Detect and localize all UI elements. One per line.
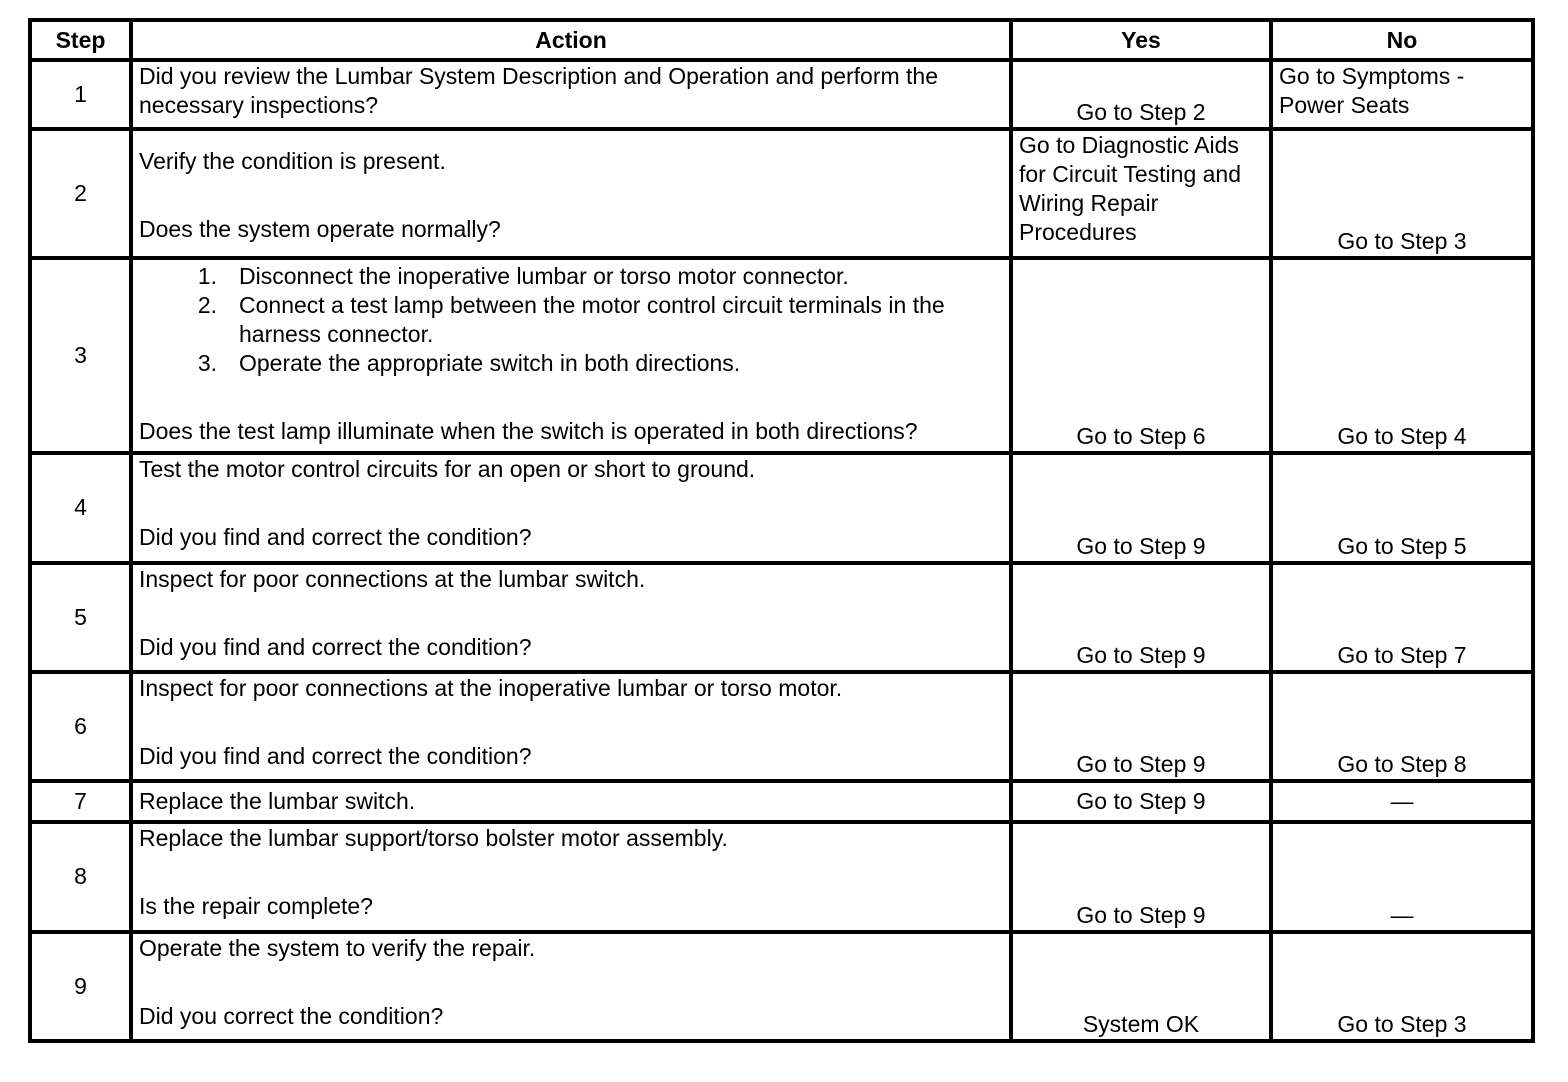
action-text: Did you review the Lumbar System Description and Operation and perform the necessary inspections? — [139, 63, 939, 118]
list-item — [139, 262, 1003, 291]
yes-cell: Go to Step 9 — [1011, 781, 1271, 822]
action-text: Replace the lumbar switch. — [139, 788, 416, 815]
list-item-number: 3. — [197, 349, 217, 376]
action-cell — [131, 672, 1011, 781]
no-cell: Go to Step 7 — [1271, 563, 1533, 672]
table-row — [30, 672, 1533, 781]
step-number: 7 — [30, 781, 131, 822]
step-number: 1 — [30, 60, 131, 129]
yes-cell: Go to Step 9 — [1011, 822, 1271, 931]
diagnostic-table — [28, 18, 1535, 1043]
header-action: Action — [131, 20, 1011, 60]
step-number: 8 — [30, 822, 131, 931]
header-yes: Yes — [1011, 20, 1271, 60]
header-step: Step — [30, 20, 131, 60]
step-number: 2 — [30, 129, 131, 257]
no-cell: — — [1271, 822, 1533, 931]
no-cell: Go to Step 4 — [1271, 258, 1533, 454]
action-cell — [131, 60, 1011, 129]
table-row — [30, 563, 1533, 672]
table-row — [30, 822, 1533, 931]
action-text: Verify the condition is present. — [139, 148, 446, 175]
table-row — [30, 453, 1533, 562]
list-item-number: 1. — [197, 262, 217, 289]
list-item — [139, 291, 1003, 349]
table-row — [30, 932, 1533, 1041]
yes-cell: Go to Step 2 — [1011, 60, 1271, 129]
action-text: Inspect for poor connections at the inoperative lumbar or torso motor. — [139, 674, 843, 701]
step-number: 9 — [30, 932, 131, 1041]
action-text: Operate the system to verify the repair. — [139, 934, 536, 961]
no-cell: Go to Symptoms - Power Seats — [1271, 60, 1533, 129]
action-text: Replace the lumbar support/torso bolster motor assembly. — [139, 825, 728, 852]
table-row — [30, 129, 1533, 257]
list-item-text: Disconnect the inoperative lumbar or torso motor connector. — [239, 262, 849, 289]
yes-cell: Go to Step 9 — [1011, 672, 1271, 781]
step-number: 6 — [30, 672, 131, 781]
step-number: 4 — [30, 453, 131, 562]
action-question: Did you find and correct the condition? — [139, 524, 532, 551]
step-number: 3 — [30, 258, 131, 454]
yes-cell: Go to Step 6 — [1011, 258, 1271, 454]
list-item-number: 2. — [197, 291, 217, 318]
no-cell: Go to Step 8 — [1271, 672, 1533, 781]
action-cell — [131, 453, 1011, 562]
action-cell — [131, 563, 1011, 672]
action-question: Does the test lamp illuminate when the switch is operated in both directions? — [139, 417, 918, 444]
header-no: No — [1271, 20, 1533, 60]
no-cell: Go to Step 3 — [1271, 129, 1533, 257]
no-cell: Go to Step 3 — [1271, 932, 1533, 1041]
action-cell — [131, 781, 1011, 822]
procedure-list — [139, 262, 1003, 378]
action-question: Did you find and correct the condition? — [139, 742, 532, 769]
yes-cell: Go to Diagnostic Aids for Circuit Testing and Wiring Repair Procedures — [1011, 129, 1271, 257]
yes-cell: Go to Step 9 — [1011, 453, 1271, 562]
action-text: Test the motor control circuits for an open or short to ground. — [139, 456, 756, 483]
table-row — [30, 258, 1533, 454]
list-item-text: Operate the appropriate switch in both directions. — [239, 349, 741, 376]
action-cell — [131, 258, 1011, 454]
header-row — [30, 20, 1533, 60]
yes-cell: Go to Step 9 — [1011, 563, 1271, 672]
action-cell — [131, 822, 1011, 931]
action-cell — [131, 129, 1011, 257]
list-item-text: Connect a test lamp between the motor control circuit terminals in the harness connector. — [239, 291, 945, 347]
action-question: Does the system operate normally? — [139, 216, 501, 243]
step-number: 5 — [30, 563, 131, 672]
action-question: Did you find and correct the condition? — [139, 633, 532, 660]
no-cell: — — [1271, 781, 1533, 822]
table-row — [30, 60, 1533, 129]
action-cell — [131, 932, 1011, 1041]
action-question: Did you correct the condition? — [139, 1002, 444, 1029]
no-cell: Go to Step 5 — [1271, 453, 1533, 562]
action-text: Inspect for poor connections at the lumbar switch. — [139, 565, 646, 592]
list-item — [139, 349, 1003, 378]
action-question: Is the repair complete? — [139, 893, 373, 920]
yes-cell: System OK — [1011, 932, 1271, 1041]
table-row — [30, 781, 1533, 822]
